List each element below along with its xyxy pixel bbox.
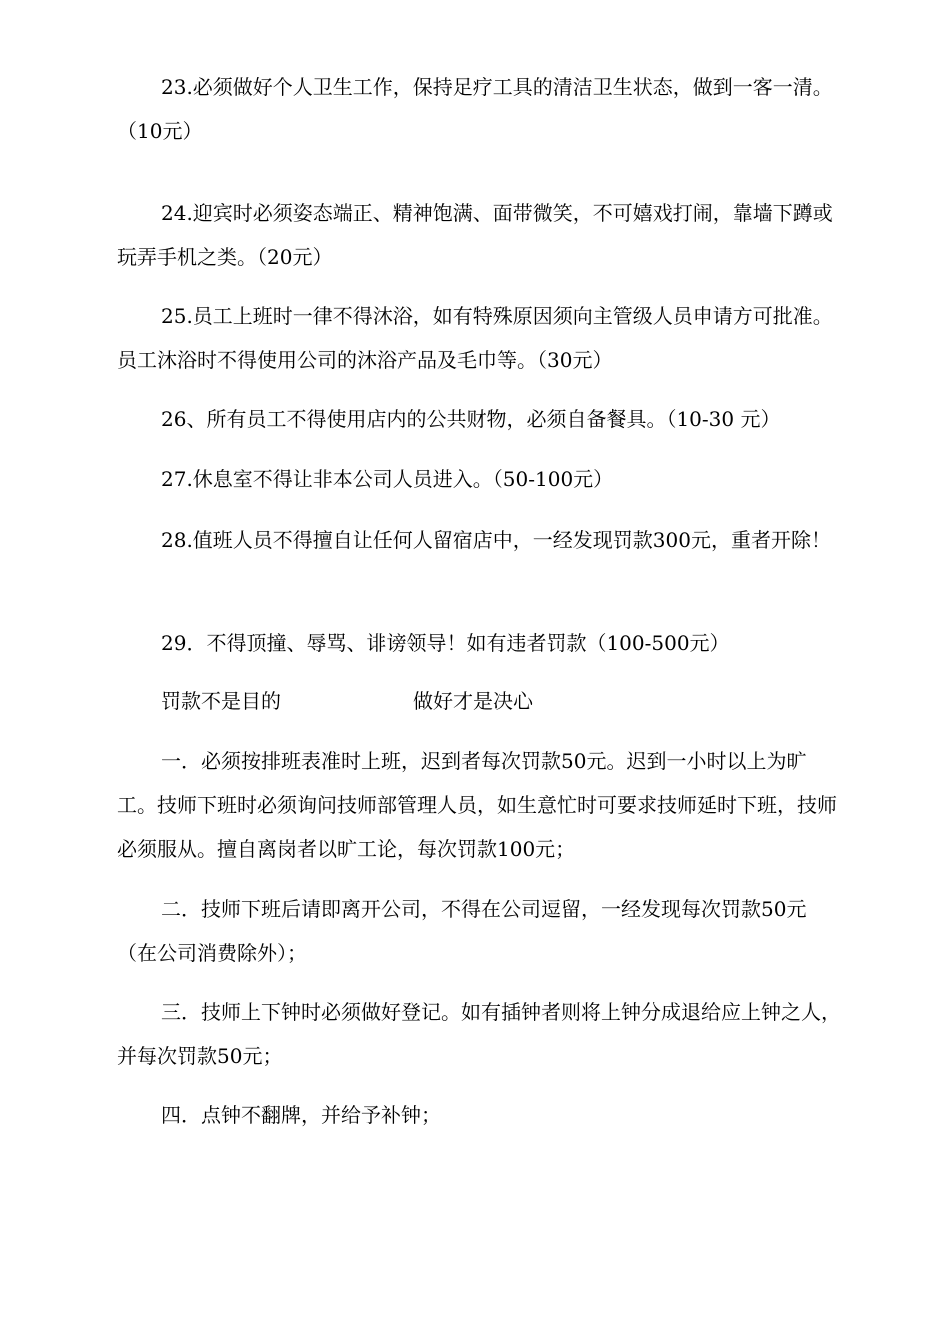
item-29: 29．不得顶撞、辱骂、诽谤领导！如有违者罚款（100-500元） — [161, 631, 730, 655]
rule-2: 二．技师下班后请即离开公司，不得在公司逗留，一经发现每次罚款50元（在公司消费除外）； — [117, 897, 807, 965]
item-27: 27.休息室不得让非本公司人员进入。（50-100元） — [161, 467, 614, 491]
slogan-left: 罚款不是目的 — [161, 689, 281, 713]
rule-3: 三．技师上下钟时必须做好登记。如有插钟者则将上钟分成退给应上钟之人，并每次罚款50元； — [117, 1000, 841, 1068]
item-24: 24.迎宾时必须姿态端正、精神饱满、面带微笑，不可嬉戏打闹，靠墙下蹲或玩弄手机之类。（20元） — [117, 201, 833, 269]
rule-1: 一．必须按排班表准时上班，迟到者每次罚款50元。迟到一小时以上为旷工。技师下班时必须询问技师部管理人员，如生意忙时可要求技师延时下班，技师必须服从。擅自离岗者以旷工论，每次罚款100元； — [117, 749, 837, 861]
item-25: 25.员工上班时一律不得沐浴，如有特殊原因须向主管级人员申请方可批准。员工沐浴时不得使用公司的沐浴产品及毛巾等。（30元） — [117, 304, 833, 372]
rule-4: 四．点钟不翻牌，并给予补钟； — [161, 1103, 441, 1127]
slogan — [161, 681, 761, 721]
item-26: 26、所有员工不得使用店内的公共财物，必须自备餐具。（10-30 元） — [161, 407, 781, 431]
item-23: 23.必须做好个人卫生工作，保持足疗工具的清洁卫生状态，做到一客一清。（10元） — [117, 75, 833, 143]
item-28: 28.值班人员不得擅自让任何人留宿店中，一经发现罚款300元，重者开除！ — [161, 528, 831, 552]
slogan-right: 做好才是决心 — [413, 689, 533, 713]
